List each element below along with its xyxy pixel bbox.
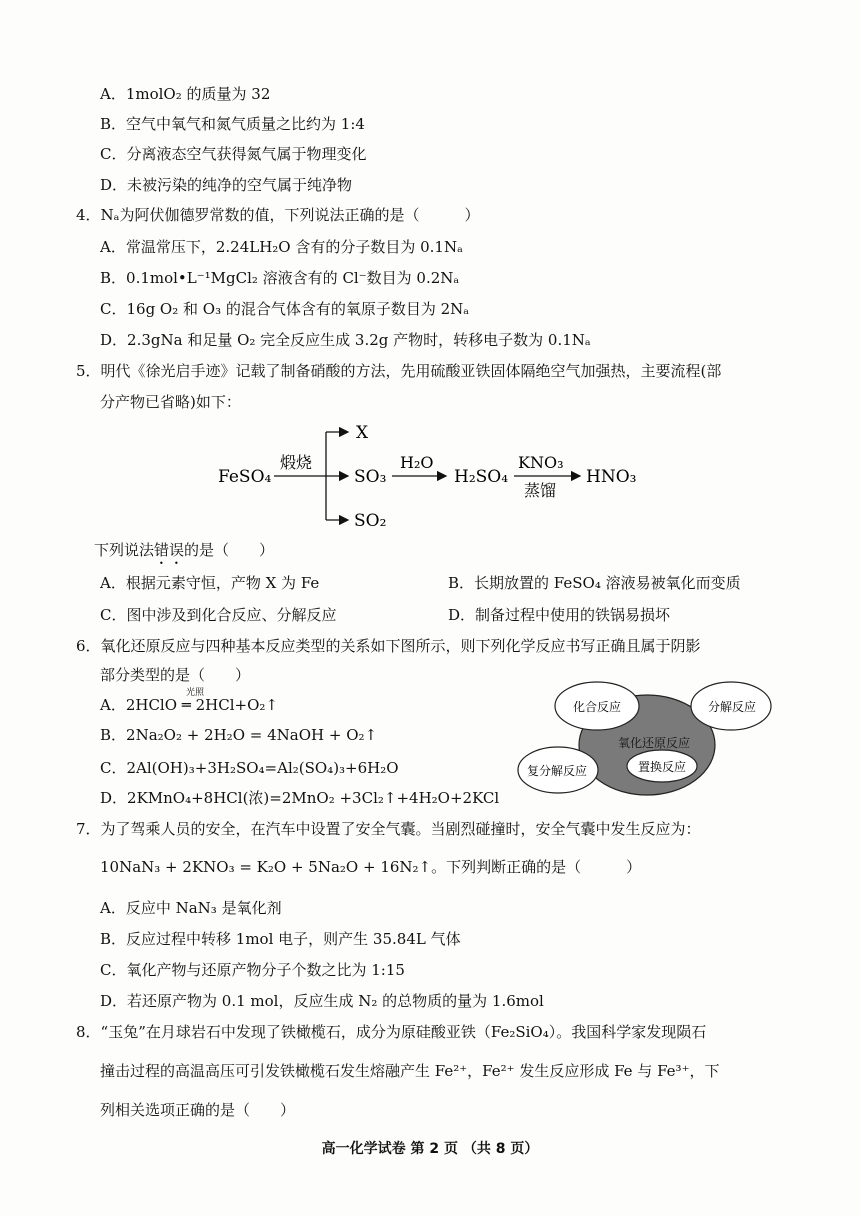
q7-stem-line1: 7．为了驾乘人员的安全，在汽车中设置了安全气囊。当剧烈碰撞时，安全气囊中发生反应为： (76, 820, 701, 838)
venn-combine-label: 化合反应 (573, 700, 622, 714)
q7-option-c: C．氧化产物与还原产物分子个数之比为 1:15 (100, 961, 405, 979)
q6-option-b: B．2Na₂O₂ + 2H₂O = 4NaOH + O₂↑ (100, 726, 378, 744)
flow-so2: SO₂ (354, 511, 387, 531)
flow-h2so4: H₂SO₄ (454, 467, 509, 487)
q3-option-d: D．未被污染的纯净的空气属于纯净物 (100, 176, 353, 194)
page-footer: 高一化学试卷 第 2 页 （共 8 页） (321, 1141, 539, 1157)
q5-option-c: C．图中涉及到化合反应、分解反应 (100, 606, 337, 624)
q6-stem-line2: 部分类型的是（ ） (100, 666, 251, 684)
q8-stem-line2: 撞击过程的高温高压可引发铁橄榄石发生熔融产生 Fe²⁺，Fe²⁺ 发生反应形成 Fe 与 Fe³⁺，下 (100, 1062, 720, 1080)
q5-ask-emphasis: 错误 (154, 541, 185, 559)
venn-redox-label: 氧化还原反应 (618, 736, 691, 750)
q4-stem: 4．Nₐ为阿伏伽德罗常数的值，下列说法正确的是（ ） (76, 206, 480, 224)
q8-stem-line3: 列相关选项正确的是（ ） (100, 1101, 296, 1119)
venn-replace-label: 置换反应 (638, 760, 687, 774)
q3-option-b: B．空气中氧气和氮气质量之比约为 1:4 (100, 115, 365, 133)
q5-option-b: B．长期放置的 FeSO₄ 溶液易被氧化而变质 (448, 574, 741, 592)
q4-option-b: B．0.1mol•L⁻¹MgCl₂ 溶液含有的 Cl⁻数目为 0.2Nₐ (100, 269, 460, 287)
q3-option-a: A．1molO₂ 的质量为 32 (100, 85, 271, 103)
q6-option-a: A．2HClO ═ 2HCl+O₂↑ (100, 696, 278, 714)
reaction-type-venn-diagram (516, 676, 776, 800)
venn-double-label: 复分解反应 (527, 764, 588, 778)
flow-distill: 蒸馏 (524, 481, 557, 500)
q7-option-a: A．反应中 NaN₃ 是氧化剂 (100, 899, 282, 917)
q3-option-c: C．分离液态空气获得氮气属于物理变化 (100, 145, 367, 163)
flow-hno3: HNO₃ (586, 467, 637, 487)
q5-ask: 下列说法错误的是（ ） (94, 541, 275, 559)
q5-stem-line1: 5．明代《徐光启手迹》记载了制备硝酸的方法，先用硫酸亚铁固体隔绝空气加强热，主要流程(部 (76, 362, 722, 380)
flow-x: X (356, 423, 369, 443)
q6-option-c: C．2Al(OH)₃+3H₂SO₄=Al₂(SO₄)₃+6H₂O (100, 759, 399, 777)
q7-option-b: B．反应过程中转移 1mol 电子，则产生 35.84L 气体 (100, 930, 461, 948)
q6-option-d: D．2KMnO₄+8HCl(浓)=2MnO₂ +3Cl₂↑+4H₂O+2KCl (100, 789, 500, 807)
flow-feso4: FeSO₄ (218, 467, 272, 487)
q5-flow-diagram (210, 416, 670, 536)
q4-option-d: D．2.3gNa 和足量 O₂ 完全反应生成 3.2g 产物时，转移电子数为 0.1Nₐ (100, 331, 591, 349)
q8-stem-line1: 8．“玉兔”在月球岩石中发现了铁橄榄石，成分为原硅酸亚铁（Fe₂SiO₄）。我国科学家发现陨石 (76, 1023, 707, 1041)
q4-option-c: C．16g O₂ 和 O₃ 的混合气体含有的氧原子数目为 2Nₐ (100, 300, 470, 318)
flow-kno3: KNO₃ (518, 453, 564, 472)
q7-option-d: D．若还原产物为 0.1 mol，反应生成 N₂ 的总物质的量为 1.6mol (100, 992, 544, 1010)
venn-decompose-label: 分解反应 (708, 700, 757, 714)
q6-stem-line1: 6．氧化还原反应与四种基本反应类型的关系如下图所示，则下列化学反应书写正确且属于阴影 (76, 637, 701, 655)
q5-stem-line2: 分产物已省略)如下： (100, 393, 241, 411)
q5-option-a: A．根据元素守恒，产物 X 为 Fe (100, 574, 320, 592)
q7-equation: 10NaN₃ + 2KNO₃ = K₂O + 5Na₂O + 16N₂↑。下列判断正确的是（ ） (100, 858, 642, 876)
q4-option-a: A．常温常压下，2.24LH₂O 含有的分子数目为 0.1Nₐ (100, 238, 463, 256)
flow-water: H₂O (400, 453, 434, 472)
q6-option-a-condition: 光照 (186, 688, 205, 698)
q5-option-d: D．制备过程中使用的铁锅易损坏 (448, 606, 671, 624)
flow-so3: SO₃ (354, 467, 387, 487)
flow-calcine-label: 煅烧 (280, 453, 313, 472)
